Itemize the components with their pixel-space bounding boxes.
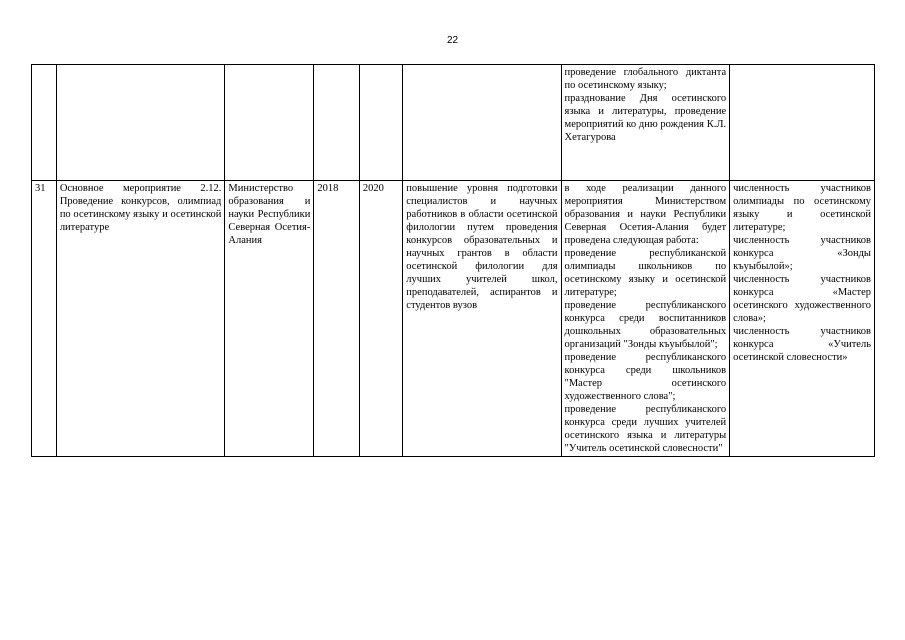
indicator-line: численность участников конкурса «Зонды къуыбылой»; xyxy=(733,235,871,272)
page-number: 22 xyxy=(446,35,459,46)
description-line: проведение глобального диктанта по осетинскому языку; xyxy=(564,67,727,91)
cell-description xyxy=(561,181,730,457)
cell-result xyxy=(403,65,561,181)
description-line: проведение республиканской олимпиады школьников по осетинскому языку и осетинской литературе; xyxy=(564,248,727,298)
cell-executor xyxy=(225,65,314,181)
cell-year-start xyxy=(314,65,360,181)
cell-description xyxy=(561,65,730,181)
cell-name xyxy=(56,65,225,181)
program-table xyxy=(31,64,875,457)
indicator-line: численность участников конкурса «Учитель осетинской словесности» xyxy=(733,326,871,363)
indicator-line: численность участников конкурса «Мастер осетинского художественного слова»; xyxy=(733,274,871,324)
cell-number: 31 xyxy=(32,181,57,457)
cell-indicators xyxy=(730,181,875,457)
cell-executor: Министерство образования и науки Республики Северная Осетия-Алания xyxy=(225,181,314,457)
description-line: проведение республиканского конкурса среди лучших учителей осетинского языка и литературы "Учитель осетинской словесности" xyxy=(564,404,727,454)
description-line: проведение республиканского конкурса среди школьников "Мастер осетинского художественного слова"; xyxy=(564,352,727,402)
cell-year-start: 2018 xyxy=(314,181,360,457)
cell-year-end: 2020 xyxy=(359,181,402,457)
description-line: в ходе реализации данного мероприятия Министерством образования и науки Республики Северная Осетия-Алания будет проведена следующая работа: xyxy=(564,183,727,246)
cell-year-end xyxy=(359,65,402,181)
cell-name: Основное мероприятие 2.12. Проведение конкурсов, олимпиад по осетинскому языку и осетинской литературе xyxy=(56,181,225,457)
cell-indicators xyxy=(730,65,875,181)
table-row-31 xyxy=(32,181,875,457)
description-line: проведение республиканского конкурса среди воспитанников дошкольных образовательных организаций "Зонды къуыбылой"; xyxy=(564,300,727,350)
description-line: празднование Дня осетинского языка и литературы, проведение мероприятий ко дню рождения К.Л. Хетагурова xyxy=(564,93,727,143)
cell-result: повышение уровня подготовки специалистов и научных работников в области осетинской филологии путем проведения конкурсов образовательных и научных грантов в области осетинской филологии для лучших учителей школ, преподавателей, аспирантов и студентов вузов xyxy=(403,181,561,457)
cell-number xyxy=(32,65,57,181)
table-row-continuation xyxy=(32,65,875,181)
indicator-line: численность участников олимпиады по осетинскому языку и осетинской литературе; xyxy=(733,183,871,233)
